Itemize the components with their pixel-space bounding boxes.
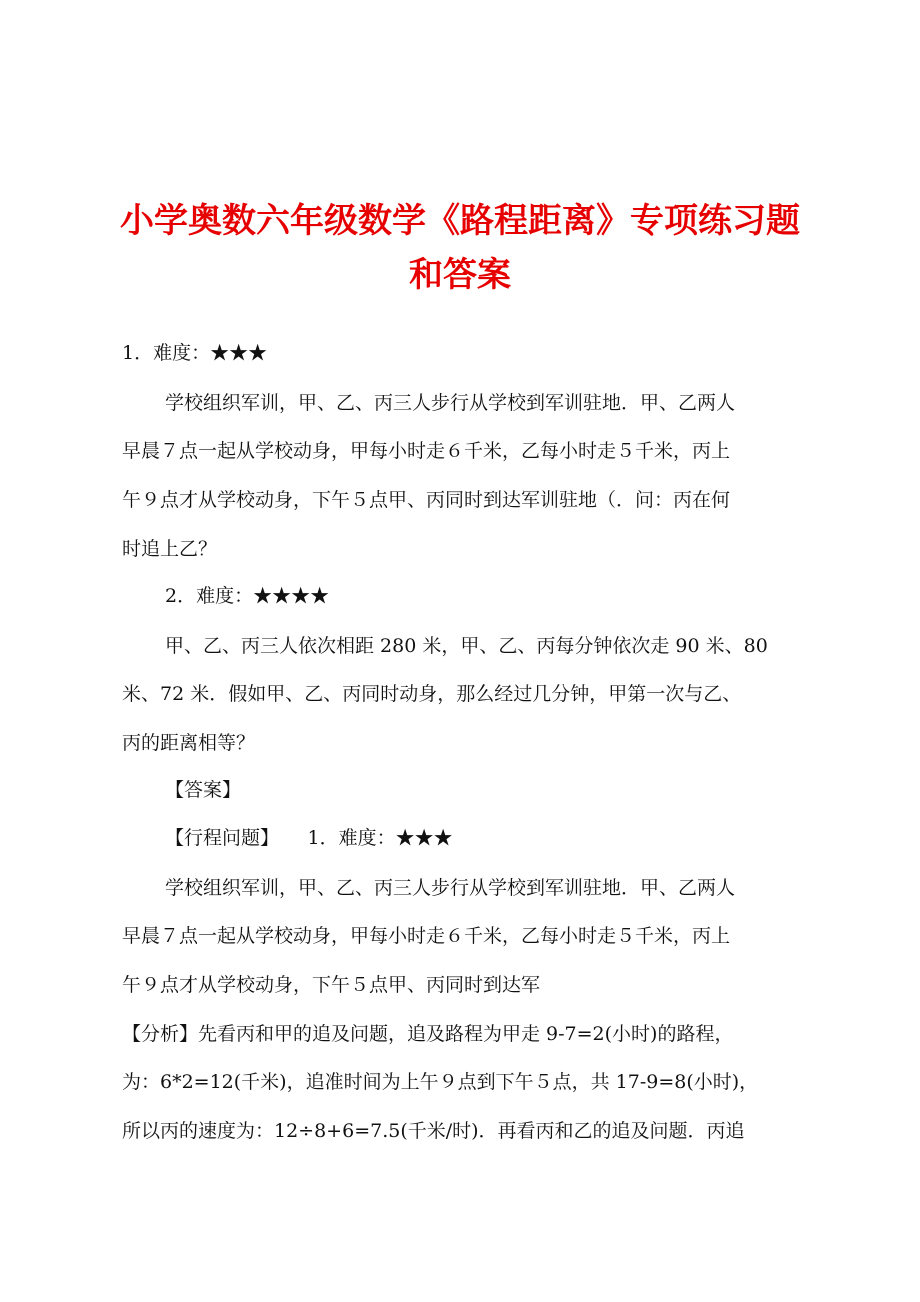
- answer-1-text-line: 学校组织军训，甲、乙、丙三人步行从学校到军训驻地．甲、乙两人: [165, 877, 736, 899]
- question-1-text-line: 学校组织军训，甲、乙、丙三人步行从学校到军训驻地．甲、乙两人: [165, 392, 736, 414]
- answer-1-text-line: 午９点才从学校动身，下午５点甲、丙同时到达军: [122, 974, 541, 996]
- document-title-line-2: 和答案: [409, 255, 511, 295]
- question-1-text-line: 早晨７点一起从学校动身，甲每小时走６千米，乙每小时走５千米，丙上: [122, 440, 731, 462]
- question-1-text-line: 午９点才从学校动身，下午５点甲、丙同时到达军训驻地（．问：丙在何: [122, 489, 731, 511]
- analysis-text-line: 为：6*2=12(千米)，追准时间为上午９点到下午５点，共 17-9=8(小时)，: [122, 1071, 759, 1093]
- question-2-text-line: 甲、乙、丙三人依次相距 280 米，甲、乙、丙每分钟依次走 90 米、80: [165, 635, 768, 657]
- question-2-text-line: 米、72 米．假如甲、乙、丙同时动身，那么经过几分钟，甲第一次与乙、: [122, 683, 742, 705]
- question-2-text-line: 丙的距离相等？: [122, 732, 256, 754]
- question-2-difficulty: 2．难度：★★★★: [165, 585, 330, 607]
- question-1-text-line: 时追上乙？: [122, 538, 218, 560]
- answer-1-text-line: 早晨７点一起从学校动身，甲每小时走６千米，乙每小时走５千米，丙上: [122, 925, 731, 947]
- answer-heading: 【答案】: [165, 779, 242, 801]
- analysis-text-line: 所以丙的速度为：12÷8+6=7.5(千米/时)．再看丙和乙的追及问题．丙追: [122, 1120, 745, 1142]
- document-title-line-1: 小学奥数六年级数学《路程距离》专项练习题: [120, 201, 800, 241]
- analysis-text-line: 【分析】先看丙和甲的追及问题，追及路程为甲走 9-7=2(小时)的路程，: [122, 1023, 734, 1045]
- question-1-difficulty: 1．难度：★★★: [122, 342, 268, 364]
- answer-1-heading: 【行程问题】 1．难度：★★★: [165, 827, 453, 849]
